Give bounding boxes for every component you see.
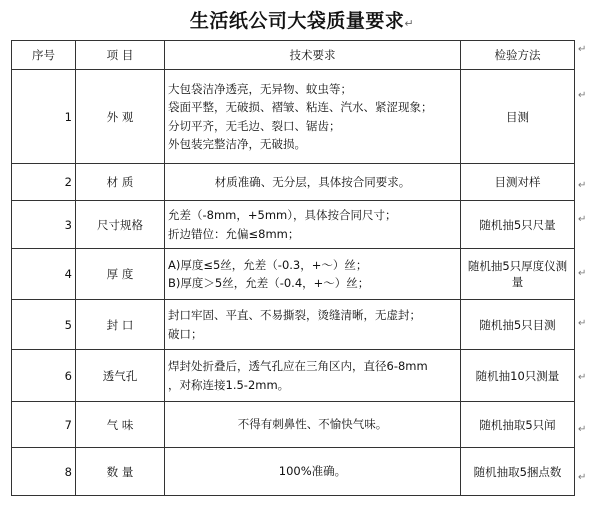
document-title: 生活纸公司大袋质量要求↵ [189, 10, 415, 32]
row-item: 气 味 [76, 402, 165, 448]
row-requirement [165, 300, 461, 350]
header-method: 检验方法 [461, 41, 575, 70]
header-requirement: 技术要求 [165, 41, 461, 70]
row-method: 随机抽5只目测 [461, 300, 575, 350]
requirement-line: 折边错位：允偏≤8mm； [168, 226, 300, 241]
row-method: 目测 [461, 70, 575, 164]
table-row [12, 70, 575, 164]
row-method: 随机抽5只厚度仪测量 [461, 249, 575, 300]
row-method: 随机抽10只测量 [461, 350, 575, 402]
row-index: 4 [12, 249, 76, 300]
table-end-mark-icon: ↵ [578, 318, 587, 329]
table-end-mark-icon: ↵ [578, 268, 587, 279]
row-index: 1 [12, 70, 76, 164]
table-end-mark-icon: ↵ [578, 424, 587, 435]
requirement-line: 不得有刺鼻性、不愉快气味。 [237, 417, 388, 432]
requirement-line: 100%准确。 [278, 464, 347, 479]
requirement-line: 焊封处折叠后，透气孔应在三角区内，直径6-8mm [168, 359, 428, 373]
row-index: 8 [12, 448, 76, 496]
table-row [12, 350, 575, 402]
table-row [12, 249, 575, 300]
requirement-line: ，对称连接1.5-2mm。 [168, 377, 290, 392]
table-row [12, 448, 575, 496]
table-end-mark-icon: ↵ [578, 372, 587, 383]
requirement-line: 材质准确、无分层，具体按合同要求。 [214, 174, 411, 189]
table-end-mark-icon: ↵ [578, 472, 587, 483]
row-method: 随机抽5只尺量 [461, 201, 575, 249]
row-index: 3 [12, 201, 76, 249]
row-requirement [165, 249, 461, 300]
requirement-line: 分切平齐，无毛边、裂口、锯齿； [168, 118, 341, 133]
row-method: 随机抽取5捆点数 [461, 448, 575, 496]
requirement-line: A)厚度≤5丝，允差（-0.3，+～）丝； [168, 257, 368, 272]
requirement-line: B)厚度＞5丝，允差（-0.4，+～）丝； [168, 276, 370, 290]
row-requirement [165, 201, 461, 249]
row-requirement [165, 350, 461, 402]
row-requirement [165, 448, 461, 496]
row-item: 透气孔 [76, 350, 165, 402]
requirement-line: 大包袋洁净透亮，无异物、蚊虫等； [168, 81, 352, 96]
header-item: 项 目 [76, 41, 165, 70]
row-method: 随机抽取5只闻 [461, 402, 575, 448]
requirement-line: 袋面平整，无破损、褶皱、粘连、汽水、紧涩现象； [168, 100, 433, 114]
table-header-row [12, 41, 575, 70]
row-item: 封 口 [76, 300, 165, 350]
table-row [12, 164, 575, 201]
header-index: 序号 [12, 41, 76, 70]
table-row [12, 402, 575, 448]
table-end-mark-icon: ↵ [578, 44, 587, 55]
row-index: 5 [12, 300, 76, 350]
row-requirement [165, 164, 461, 201]
table-end-mark-icon: ↵ [578, 90, 587, 101]
row-method: 目测对样 [461, 164, 575, 201]
requirement-line: 外包装完整洁净，无破损。 [168, 137, 306, 151]
row-requirement [165, 70, 461, 164]
requirement-line: 封口牢固、平直、不易撕裂，烫缝清晰，无虚封； [168, 308, 421, 322]
table-end-mark-icon: ↵ [578, 180, 587, 191]
requirement-line: 破口； [168, 326, 203, 341]
quality-requirements-table [11, 40, 575, 496]
table-row [12, 300, 575, 350]
row-index: 7 [12, 402, 76, 448]
row-item: 数 量 [76, 448, 165, 496]
paragraph-mark: ↵ [404, 17, 415, 30]
requirement-line: 允差（-8mm，+5mm），具体按合同尺寸； [168, 208, 397, 222]
row-item: 尺寸规格 [76, 201, 165, 249]
row-item: 材 质 [76, 164, 165, 201]
table-row [12, 201, 575, 249]
row-item: 外 观 [76, 70, 165, 164]
table-end-mark-icon: ↵ [578, 214, 587, 225]
row-item: 厚 度 [76, 249, 165, 300]
row-index: 2 [12, 164, 76, 201]
row-requirement [165, 402, 461, 448]
row-index: 6 [12, 350, 76, 402]
